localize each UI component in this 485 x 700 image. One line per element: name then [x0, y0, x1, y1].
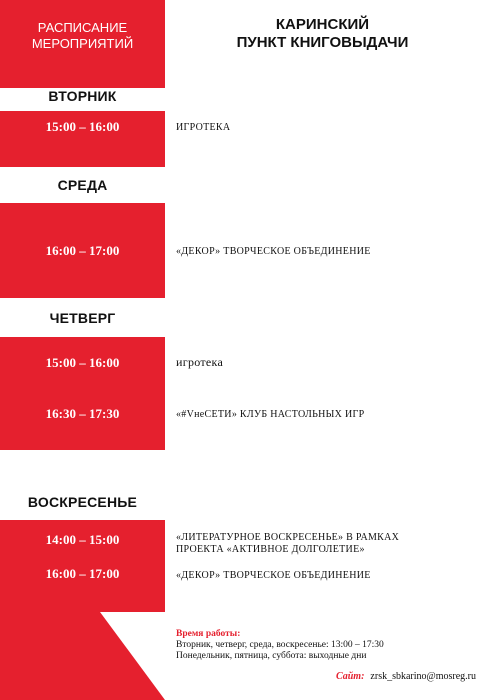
- event-time: 15:00 – 16:00: [45, 119, 120, 134]
- schedule-title-line2: МЕРОПРИЯТИЙ: [31, 36, 134, 51]
- event-time: 16:00 – 17:00: [45, 243, 120, 258]
- library-title-line1: КАРИНСКИЙ: [275, 16, 370, 33]
- event-title: игротека: [176, 355, 224, 369]
- day-label-sunday: ВОСКРЕСЕНЬЕ: [27, 494, 138, 510]
- day-label-thursday: ЧЕТВЕРГ: [49, 310, 116, 326]
- schedule-title: [0, 20, 165, 52]
- working-hours-title: Время работы:: [176, 629, 241, 639]
- working-hours: [176, 629, 476, 662]
- library-title: [200, 16, 445, 52]
- bottom-red-triangle: [0, 612, 165, 700]
- day-label-wednesday: СРЕДА: [57, 177, 108, 193]
- event-title-line2: ПРОЕКТА «АКТИВНОЕ ДОЛГОЛЕТИЕ»: [176, 544, 365, 555]
- site-info: [176, 671, 476, 682]
- event-title: «ДЕКОР» ТВОРЧЕСКОЕ ОБЪЕДИНЕНИЕ: [176, 246, 371, 257]
- thursday-red-block: [0, 337, 165, 450]
- working-hours-line1: Вторник, четверг, среда, воскресенье: 13:00 – 17:30: [176, 640, 384, 650]
- event-title: «ДЕКОР» ТВОРЧЕСКОЕ ОБЪЕДИНЕНИЕ: [176, 570, 371, 581]
- event-title-line1: «ЛИТЕРАТУРНОЕ ВОСКРЕСЕНЬЕ» В РАМКАХ: [176, 532, 400, 543]
- event-time: 14:00 – 15:00: [45, 532, 120, 547]
- working-hours-line2: Понедельник, пятница, суббота: выходные дни: [176, 651, 367, 661]
- site-email-link[interactable]: zrsk_sbkarino@mosreg.ru: [370, 671, 476, 682]
- event-title: ИГРОТЕКА: [176, 122, 231, 133]
- schedule-title-line1: РАСПИСАНИЕ: [37, 20, 128, 35]
- event-time: 16:00 – 17:00: [45, 566, 120, 581]
- event-time: 15:00 – 16:00: [45, 355, 120, 370]
- day-label-tuesday: ВТОРНИК: [48, 88, 117, 104]
- event-title: «#VнеСЕТИ» КЛУБ НАСТОЛЬНЫХ ИГР: [176, 409, 365, 420]
- event-title-multiline: [176, 532, 466, 556]
- library-title-line2: ПУНКТ КНИГОВЫДАЧИ: [236, 34, 409, 51]
- site-label: Сайт:: [336, 671, 365, 682]
- event-time: 16:30 – 17:30: [45, 406, 120, 421]
